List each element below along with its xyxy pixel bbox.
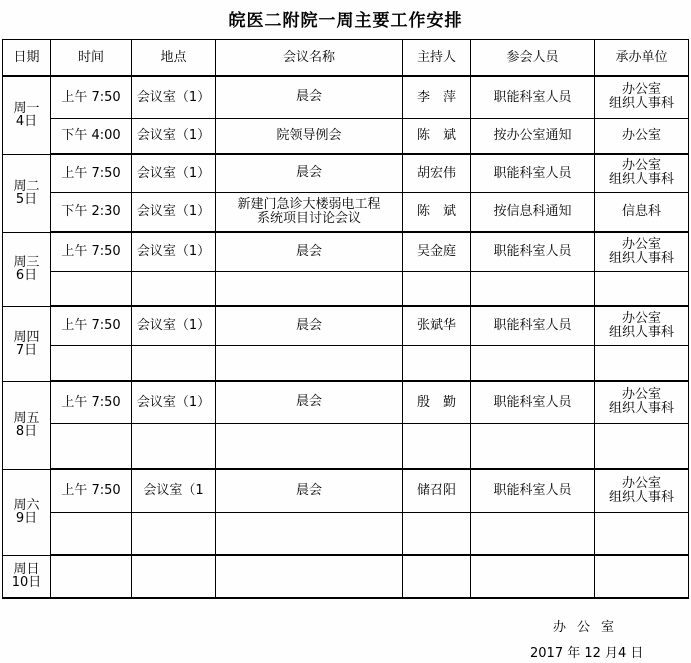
topic-cell [216, 271, 403, 306]
date-label: 8日 [15, 424, 38, 439]
unit-cell [595, 423, 689, 469]
unit-line: 办公室 [621, 387, 661, 403]
date-label: 4日 [15, 114, 38, 130]
place-cell: 会议室（1） [132, 306, 216, 345]
host-cell: 胡宏伟 [403, 154, 471, 192]
host-cell: 陈 斌 [403, 192, 471, 232]
place-cell: 会议室（1 [132, 469, 216, 512]
topic-line: 院领导例会 [276, 127, 342, 143]
time-cell: 下午 2:30 [51, 192, 132, 232]
unit-cell [595, 306, 689, 345]
unit-line: 组织人事科 [608, 401, 674, 417]
unit-cell [595, 154, 689, 192]
host-cell [403, 512, 471, 555]
header-attendees: 参会人员 [471, 40, 595, 77]
unit-line: 组织人事科 [608, 96, 674, 112]
time-cell: 上午 7:50 [51, 76, 132, 118]
topic-cell [216, 306, 403, 345]
attendees-cell: 职能科室人员 [471, 232, 595, 271]
table-row [3, 192, 689, 232]
date-label: 10日 [11, 575, 42, 591]
place-cell: 会议室（1） [132, 381, 216, 423]
host-cell [403, 423, 471, 469]
weekday-label: 周日 [13, 562, 40, 578]
topic-line: 晨会 [295, 482, 322, 498]
topic-cell [216, 512, 403, 555]
table-row [3, 271, 689, 306]
unit-line: 办公室 [621, 310, 661, 326]
header-topic: 会议名称 [216, 40, 403, 77]
unit-line: 组织人事科 [608, 489, 674, 505]
place-cell [132, 271, 216, 306]
footer-office: 办公室 [553, 620, 626, 635]
topic-cell [216, 469, 403, 512]
day-cell [3, 555, 51, 598]
table-row [3, 555, 689, 598]
topic-cell [216, 232, 403, 271]
time-cell: 下午 4:00 [51, 118, 132, 154]
topic-line: 晨会 [295, 317, 322, 333]
attendees-cell [471, 555, 595, 598]
attendees-cell [471, 423, 595, 469]
topic-cell [216, 555, 403, 598]
unit-line: 办公室 [621, 127, 661, 143]
unit-line: 组织人事科 [608, 324, 674, 340]
topic-cell [216, 423, 403, 469]
host-cell [403, 555, 471, 598]
place-cell: 会议室（1） [132, 76, 216, 118]
date-label: 6日 [15, 268, 38, 283]
topic-line: 晨会 [295, 89, 322, 105]
weekday-label: 周五 [13, 411, 40, 426]
day-cell [3, 76, 51, 154]
time-cell: 上午 7:50 [51, 154, 132, 192]
time-cell: 上午 7:50 [51, 306, 132, 345]
place-cell [132, 555, 216, 598]
time-cell: 上午 7:50 [51, 232, 132, 271]
unit-line: 组织人事科 [608, 172, 674, 188]
attendees-cell: 职能科室人员 [471, 306, 595, 345]
header-date: 日期 [3, 40, 51, 77]
unit-cell [595, 512, 689, 555]
topic-line: 新建门急诊大楼弱电工程 [237, 196, 381, 212]
attendees-cell [471, 345, 595, 381]
table-row [3, 306, 689, 345]
unit-cell [595, 381, 689, 423]
weekday-label: 周四 [13, 329, 40, 345]
day-cell [3, 381, 51, 469]
place-cell: 会议室（1） [132, 154, 216, 192]
time-cell [51, 555, 132, 598]
time-cell [51, 271, 132, 306]
attendees-cell [471, 512, 595, 555]
unit-line: 信息科 [621, 203, 661, 219]
date-label: 7日 [15, 342, 38, 358]
weekday-label: 周六 [13, 498, 40, 513]
topic-cell [216, 345, 403, 381]
place-cell [132, 345, 216, 381]
time-cell [51, 423, 132, 469]
weekday-label: 周一 [13, 101, 40, 117]
time-cell [51, 512, 132, 555]
page-title: 皖医二附院一周主要工作安排 [228, 11, 463, 31]
unit-cell [595, 345, 689, 381]
attendees-cell [471, 271, 595, 306]
footer-date: 2017 年 12 月4 日 [530, 646, 644, 661]
table-row [3, 76, 689, 118]
topic-cell [216, 192, 403, 232]
day-cell [3, 469, 51, 555]
date-label: 9日 [15, 511, 38, 526]
topic-cell [216, 76, 403, 118]
attendees-cell: 职能科室人员 [471, 154, 595, 192]
topic-cell [216, 381, 403, 423]
attendees-cell: 按信息科通知 [471, 192, 595, 232]
unit-cell [595, 271, 689, 306]
host-cell: 李 萍 [403, 76, 471, 118]
day-cell [3, 154, 51, 232]
place-cell: 会议室（1） [132, 118, 216, 154]
place-cell: 会议室（1） [132, 192, 216, 232]
weekday-label: 周二 [13, 179, 40, 194]
topic-line: 晨会 [295, 165, 322, 181]
host-cell [403, 345, 471, 381]
unit-line: 办公室 [621, 82, 661, 98]
schedule-table [2, 39, 689, 599]
header-row [3, 40, 689, 77]
topic-line: 晨会 [295, 394, 322, 410]
host-cell: 储召阳 [403, 469, 471, 512]
header-time: 时间 [51, 40, 132, 77]
day-cell [3, 232, 51, 306]
host-cell [403, 271, 471, 306]
host-cell: 殷 勤 [403, 381, 471, 423]
header-place: 地点 [132, 40, 216, 77]
unit-line: 办公室 [621, 236, 661, 252]
weekday-label: 周三 [13, 255, 40, 270]
attendees-cell: 职能科室人员 [471, 469, 595, 512]
table-row [3, 381, 689, 423]
unit-line: 办公室 [621, 475, 661, 491]
attendees-cell: 职能科室人员 [471, 76, 595, 118]
table-row [3, 345, 689, 381]
unit-line: 办公室 [621, 158, 661, 174]
attendees-cell: 职能科室人员 [471, 381, 595, 423]
host-cell: 张斌华 [403, 306, 471, 345]
table-row [3, 232, 689, 271]
table-row [3, 512, 689, 555]
place-cell [132, 423, 216, 469]
place-cell: 会议室（1） [132, 232, 216, 271]
header-host: 主持人 [403, 40, 471, 77]
unit-cell [595, 76, 689, 118]
unit-cell [595, 232, 689, 271]
topic-cell [216, 154, 403, 192]
table-row [3, 154, 689, 192]
unit-cell [595, 555, 689, 598]
time-cell [51, 345, 132, 381]
schedule-body [3, 76, 689, 598]
unit-line: 组织人事科 [608, 250, 674, 266]
date-label: 5日 [15, 192, 38, 207]
table-row [3, 118, 689, 154]
attendees-cell: 按办公室通知 [471, 118, 595, 154]
table-row [3, 423, 689, 469]
topic-line: 晨会 [295, 243, 322, 259]
day-cell [3, 306, 51, 381]
unit-cell [595, 469, 689, 512]
table-row [3, 469, 689, 512]
header-unit: 承办单位 [595, 40, 689, 77]
topic-line: 系统项目讨论会议 [256, 210, 361, 226]
host-cell: 陈 斌 [403, 118, 471, 154]
unit-cell [595, 192, 689, 232]
host-cell: 吴金庭 [403, 232, 471, 271]
place-cell [132, 512, 216, 555]
unit-cell [595, 118, 689, 154]
time-cell: 上午 7:50 [51, 469, 132, 512]
time-cell: 上午 7:50 [51, 381, 132, 423]
topic-cell [216, 118, 403, 154]
